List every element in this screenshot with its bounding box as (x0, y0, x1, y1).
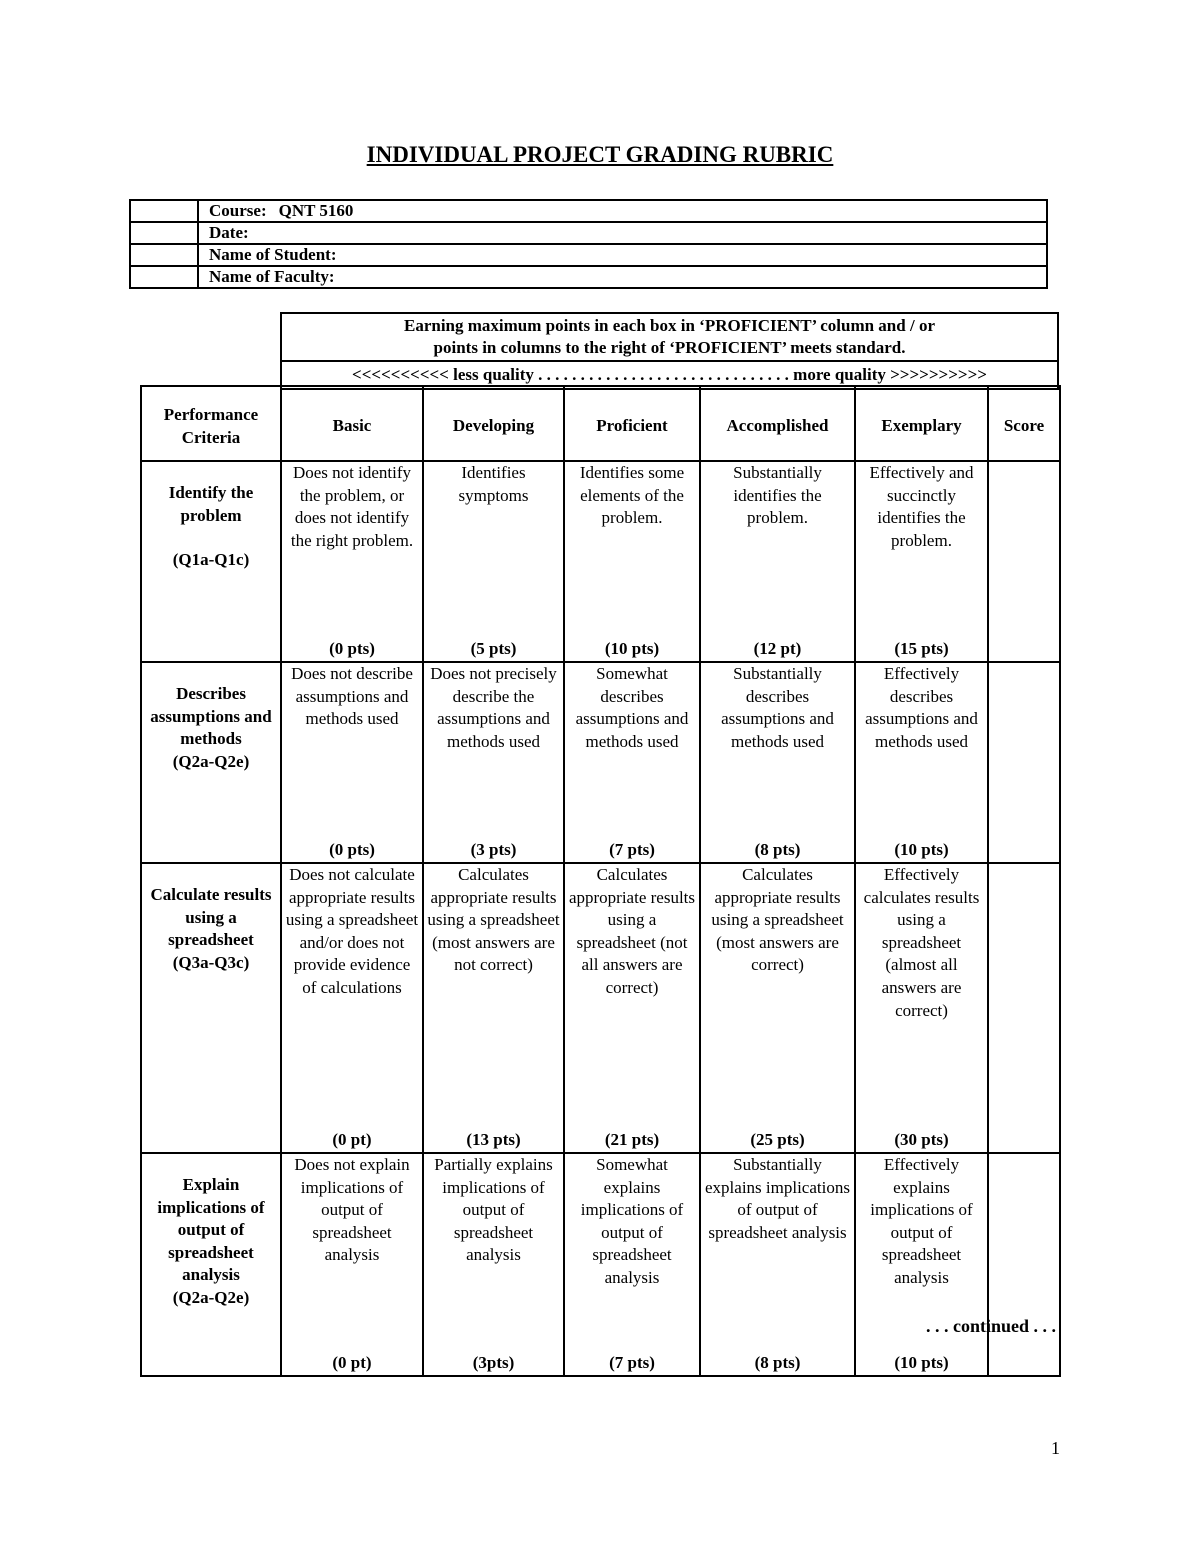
criteria-ref: (Q2a-Q2e) (172, 1287, 250, 1307)
document-title: INDIVIDUAL PROJECT GRADING RUBRIC (366, 142, 834, 167)
basic-pts: (0 pts) (329, 639, 375, 659)
header-developing: Developing (423, 386, 564, 461)
developing-pts: (5 pts) (470, 639, 517, 659)
developing-desc: Identifies symptoms (458, 463, 529, 505)
rubric-table (140, 385, 1061, 1377)
faculty-row (130, 266, 1047, 288)
criteria-label: Explain implications of output of spreadsheet analysis (157, 1175, 265, 1285)
accomplished-desc: Substantially explains implications of output of spreadsheet analysis (705, 1155, 850, 1242)
quality-scale: <<<<<<<<<< less quality . . . . . . . . . . . . . . . . . . . . . . . . . . . . . . more quality >>>>>>>>>> (281, 361, 1058, 389)
developing-desc: Calculates appropriate results using a spreadsheet (most answers are not correct) (427, 865, 560, 975)
developing-desc: Does not precisely describe the assumptions and methods used (430, 664, 557, 751)
proficient-pts: (21 pts) (604, 1130, 660, 1150)
developing-pts: (3pts) (472, 1353, 515, 1373)
accomplished-pts: (25 pts) (750, 1130, 805, 1150)
accomplished-cell (700, 863, 855, 1153)
developing-cell (423, 662, 564, 863)
date-row (130, 222, 1047, 244)
developing-cell (423, 863, 564, 1153)
criteria-label: Describes assumptions and methods (150, 684, 272, 749)
proficient-desc: Identifies some elements of the problem. (579, 463, 685, 528)
developing-cell (423, 461, 564, 662)
developing-cell (423, 1153, 564, 1376)
course-row (130, 200, 1047, 222)
exemplary-desc: Effectively describes assumptions and methods used (865, 664, 978, 751)
exemplary-cell (855, 662, 988, 863)
basic-desc: Does not calculate appropriate results using a spreadsheet and/or does not provide evidence of calculations (285, 865, 419, 997)
proficient-pts: (10 pts) (604, 639, 660, 659)
proficient-cell (564, 863, 700, 1153)
accomplished-pts: (12 pt) (753, 639, 802, 659)
note-row (281, 313, 1058, 361)
proficient-pts: (7 pts) (609, 840, 655, 860)
score-cell[interactable] (988, 461, 1060, 662)
basic-cell (281, 1153, 423, 1376)
date-cell: Date: (198, 222, 1047, 244)
page-number: 1 (1051, 1438, 1060, 1458)
exemplary-pts: (15 pts) (894, 639, 949, 659)
proficient-pts: (7 pts) (609, 1353, 655, 1373)
blank-cell (130, 266, 198, 288)
basic-pts: (0 pts) (329, 840, 375, 860)
criteria-ref: (Q2a-Q2e) (172, 751, 250, 771)
score-cell[interactable] (988, 1153, 1060, 1376)
blank-cell (130, 222, 198, 244)
accomplished-desc: Substantially identifies the problem. (733, 463, 822, 528)
exemplary-pts: (30 pts) (894, 1130, 949, 1150)
accomplished-pts: (8 pts) (754, 1353, 801, 1373)
criteria-cell (141, 461, 281, 662)
exemplary-desc: Effectively explains implications of output of spreadsheet analysis (870, 1155, 973, 1287)
basic-cell (281, 662, 423, 863)
header-basic: Basic (281, 386, 423, 461)
header-row (141, 386, 1060, 461)
score-cell[interactable] (988, 662, 1060, 863)
basic-cell (281, 461, 423, 662)
exemplary-desc: Effectively calculates results using a spreadsheet (almost all answers are correct) (863, 865, 980, 1020)
accomplished-cell (700, 1153, 855, 1376)
exemplary-pts: (10 pts) (894, 840, 949, 860)
header-exemplary: Exemplary (855, 386, 988, 461)
accomplished-pts: (8 pts) (754, 840, 801, 860)
course-cell (198, 200, 1047, 222)
header-proficient: Proficient (564, 386, 700, 461)
basic-desc: Does not explain implications of output of spreadsheet analysis (294, 1155, 410, 1265)
header-score: Score (988, 386, 1060, 461)
standard-note-table (280, 312, 1059, 390)
table-row (141, 863, 1060, 1153)
exemplary-pts: (10 pts) (894, 1353, 949, 1373)
standard-note (281, 313, 1058, 361)
note-line-1: Earning maximum points in each box in ‘PROFICIENT’ column and / or (403, 316, 935, 335)
proficient-desc: Somewhat explains implications of output of spreadsheet analysis (580, 1155, 684, 1287)
accomplished-cell (700, 662, 855, 863)
score-cell[interactable] (988, 863, 1060, 1153)
exemplary-desc: Effectively and succinctly identifies the problem. (869, 463, 974, 550)
developing-desc: Partially explains implications of output of spreadsheet analysis (434, 1155, 553, 1265)
course-value: QNT 5160 (278, 201, 354, 220)
developing-pts: (3 pts) (470, 840, 517, 860)
course-info-table (129, 199, 1048, 289)
note-line-2: points in columns to the right of ‘PROFICIENT’ meets standard. (433, 338, 906, 357)
student-cell: Name of Student: (198, 244, 1047, 266)
exemplary-cell (855, 863, 988, 1153)
table-row (141, 662, 1060, 863)
basic-pts: (0 pt) (332, 1130, 372, 1150)
student-row (130, 244, 1047, 266)
header-criteria: Performance Criteria (141, 386, 281, 461)
developing-pts: (13 pts) (466, 1130, 521, 1150)
proficient-desc: Somewhat describes assumptions and methods used (575, 664, 689, 751)
criteria-ref: (Q1a-Q1c) (172, 550, 250, 570)
criteria-cell (141, 662, 281, 863)
table-row (141, 461, 1060, 662)
proficient-cell (564, 461, 700, 662)
criteria-label: Calculate results using a spreadsheet (150, 885, 272, 950)
continued-note: . . . continued . . . (925, 1316, 1056, 1336)
course-label: Course: (209, 201, 267, 220)
accomplished-cell (700, 461, 855, 662)
basic-cell (281, 863, 423, 1153)
exemplary-cell (855, 1153, 988, 1376)
criteria-label: Identify the problem (168, 483, 254, 525)
proficient-cell (564, 1153, 700, 1376)
header-accomplished: Accomplished (700, 386, 855, 461)
accomplished-desc: Substantially describes assumptions and methods used (721, 664, 834, 751)
basic-desc: Does not describe assumptions and methods used (291, 664, 413, 729)
criteria-cell (141, 1153, 281, 1376)
basic-pts: (0 pt) (332, 1353, 372, 1373)
criteria-ref: (Q3a-Q3c) (172, 952, 250, 972)
exemplary-cell (855, 461, 988, 662)
blank-cell (130, 244, 198, 266)
accomplished-desc: Calculates appropriate results using a spreadsheet (most answers are correct) (711, 865, 844, 975)
proficient-cell (564, 662, 700, 863)
faculty-cell: Name of Faculty: (198, 266, 1047, 288)
proficient-desc: Calculates appropriate results using a spreadsheet (not all answers are correct) (568, 865, 696, 997)
basic-desc: Does not identify the problem, or does not identify the right problem. (290, 463, 414, 550)
table-row (141, 1153, 1060, 1376)
criteria-cell (141, 863, 281, 1153)
blank-cell (130, 200, 198, 222)
